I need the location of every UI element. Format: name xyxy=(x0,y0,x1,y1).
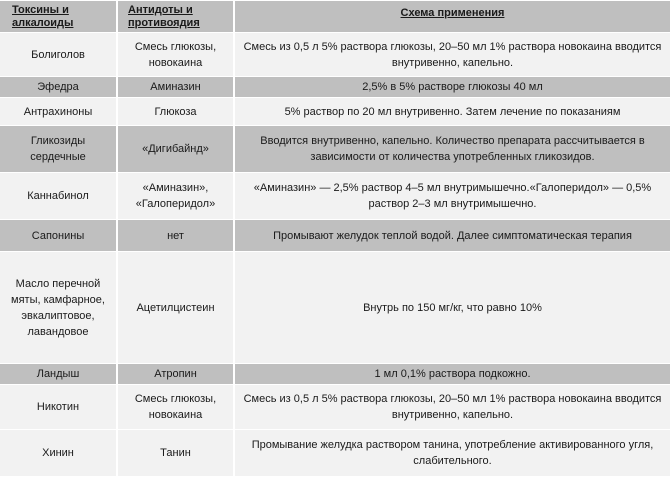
table-row xyxy=(0,364,670,385)
antidote-cell: Ацетилцистеин xyxy=(117,252,234,364)
scheme-cell: 2,5% в 5% растворе глюкозы 40 мл xyxy=(234,77,670,98)
antidote-cell: Глюкоза xyxy=(117,98,234,126)
toxin-cell: Сапонины xyxy=(0,220,117,252)
toxin-cell: Хинин xyxy=(0,430,117,477)
antidote-cell: нет xyxy=(117,220,234,252)
toxin-cell: Болиголов xyxy=(0,33,117,77)
antidote-cell: «Дигибайнд» xyxy=(117,126,234,173)
scheme-cell: Вводится внутривенно, капельно. Количество препарата рассчитывается в зависимости от количества употребленных гликозидов. xyxy=(234,126,670,173)
toxin-cell: Ландыш xyxy=(0,364,117,385)
toxin-cell: Масло перечной мяты, камфарное, эвкалиптовое, лавандовое xyxy=(0,252,117,364)
table-row xyxy=(0,385,670,430)
scheme-cell: «Аминазин» — 2,5% раствор 4–5 мл внутримышечно.«Галоперидол» — 0,5% раствор 2–3 мл внутримышечно. xyxy=(234,173,670,220)
antidote-cell: Смесь глюкозы, новокаина xyxy=(117,385,234,430)
table-row xyxy=(0,126,670,173)
header-antidotes: Антидоты и противоядия xyxy=(117,1,234,33)
toxin-cell: Антрахиноны xyxy=(0,98,117,126)
scheme-cell: 1 мл 0,1% раствора подкожно. xyxy=(234,364,670,385)
scheme-cell: Смесь из 0,5 л 5% раствора глюкозы, 20–50 мл 1% раствора новокаина вводится внутривенно, капельно. xyxy=(234,385,670,430)
toxin-cell: Никотин xyxy=(0,385,117,430)
table-row xyxy=(0,220,670,252)
table-row xyxy=(0,173,670,220)
antidote-cell: «Аминазин», «Галоперидол» xyxy=(117,173,234,220)
table-header-row xyxy=(0,1,670,33)
toxin-cell: Эфедра xyxy=(0,77,117,98)
scheme-cell: 5% раствор по 20 мл внутривенно. Затем лечение по показаниям xyxy=(234,98,670,126)
antidote-cell: Атропин xyxy=(117,364,234,385)
table-row xyxy=(0,430,670,477)
toxin-cell: Гликозиды сердечные xyxy=(0,126,117,173)
toxin-cell: Каннабинол xyxy=(0,173,117,220)
antidote-cell: Танин xyxy=(117,430,234,477)
header-toxins: Токсины и алкалоиды xyxy=(0,1,117,33)
table-row xyxy=(0,33,670,77)
scheme-cell: Промывают желудок теплой водой. Далее симптоматическая терапия xyxy=(234,220,670,252)
table-row xyxy=(0,252,670,364)
antidote-cell: Смесь глюкозы, новокаина xyxy=(117,33,234,77)
table-row xyxy=(0,98,670,126)
scheme-cell: Смесь из 0,5 л 5% раствора глюкозы, 20–50 мл 1% раствора новокаина вводится внутривенно, капельно. xyxy=(234,33,670,77)
scheme-cell: Промывание желудка раствором танина, употребление активированного угля, слабительного. xyxy=(234,430,670,477)
header-scheme: Схема применения xyxy=(234,1,670,33)
scheme-cell: Внутрь по 150 мг/кг, что равно 10% xyxy=(234,252,670,364)
table-row xyxy=(0,77,670,98)
antidote-cell: Аминазин xyxy=(117,77,234,98)
